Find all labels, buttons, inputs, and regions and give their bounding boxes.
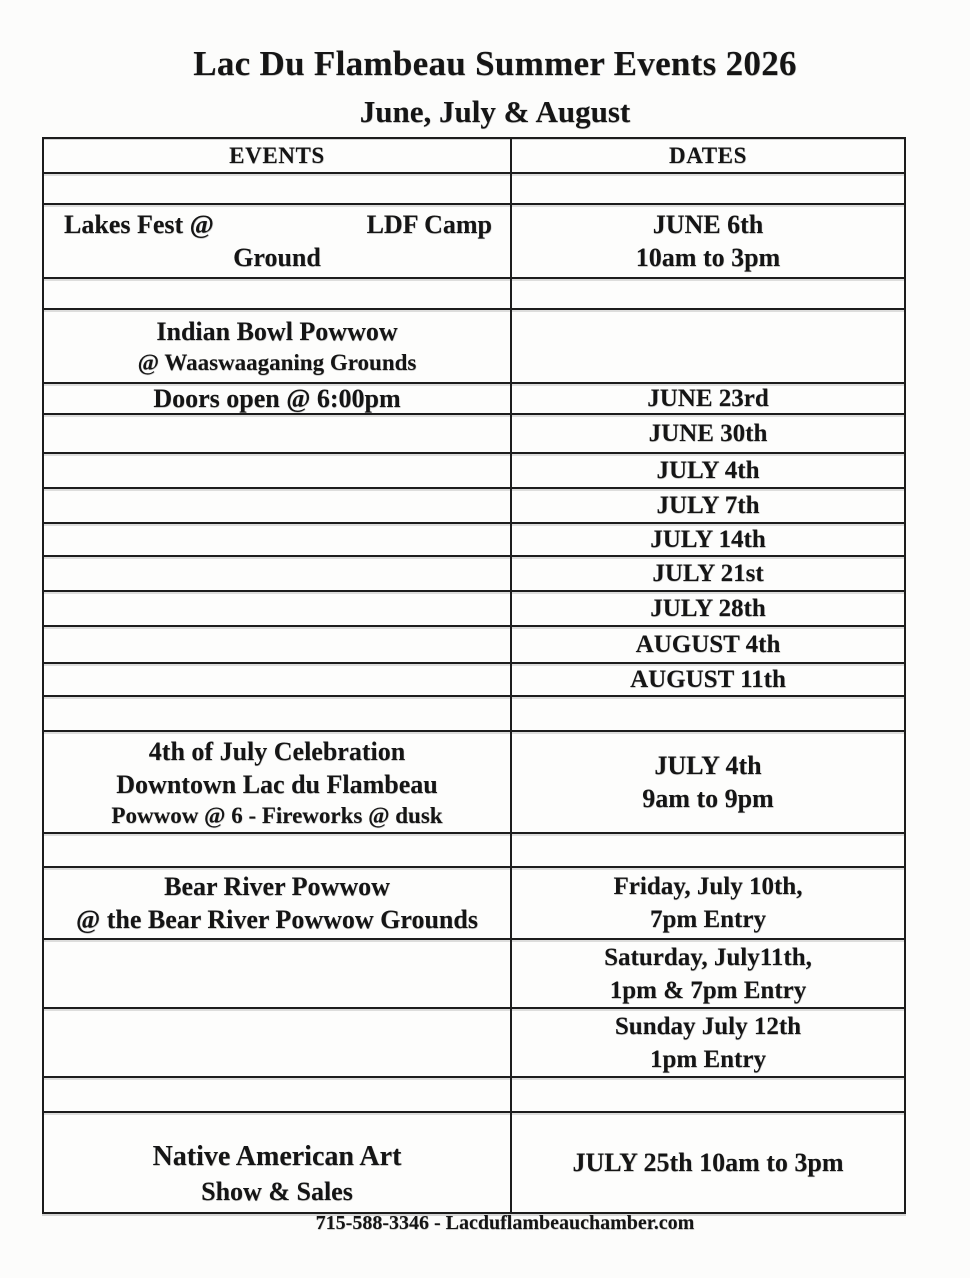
event-cell (44, 697, 512, 730)
page-title: Lac Du Flambeau Summer Events 2026 (193, 44, 797, 83)
event-line: @ Waaswaaganing Grounds (137, 350, 417, 375)
table-row (44, 524, 904, 557)
dates-column-header: DATES (669, 142, 747, 168)
event-cell (44, 627, 512, 662)
event-cell (44, 557, 512, 590)
date-line: 7pm Entry (650, 906, 766, 933)
date-line: 1pm & 7pm Entry (609, 976, 807, 1004)
table-row (44, 205, 904, 279)
date-line: JUNE 30th (648, 420, 768, 447)
date-cell (512, 454, 904, 487)
date-cell (512, 697, 904, 730)
date-cell (512, 592, 904, 625)
event-cell (44, 454, 512, 487)
event-cell (44, 868, 512, 938)
event-line (44, 208, 510, 241)
table-row (44, 592, 904, 627)
event-cell (44, 940, 512, 1007)
date-line: JULY 4th (656, 457, 760, 484)
date-cell (512, 384, 904, 413)
date-line: AUGUST 4th (635, 631, 781, 658)
table-row (44, 557, 904, 592)
event-cell (44, 834, 512, 866)
date-line: 9am to 9pm (642, 784, 774, 813)
event-line: Downtown Lac du Flambeau (116, 769, 438, 799)
date-cell (512, 834, 904, 866)
event-text-left: Lakes Fest @ (64, 210, 214, 239)
event-line: Indian Bowl Powwow (156, 317, 398, 346)
date-line: JULY 4th (654, 751, 762, 780)
event-line: 4th of July Celebration (148, 736, 406, 766)
table-header-row (44, 139, 904, 174)
event-cell (44, 279, 512, 308)
date-cell (512, 1113, 904, 1212)
date-line: JUNE 6th (652, 210, 764, 239)
table-row (44, 732, 904, 834)
table-row (44, 1078, 904, 1113)
table-row (44, 697, 904, 732)
table-row (44, 940, 904, 1009)
table-row (44, 1009, 904, 1078)
date-cell (512, 279, 904, 308)
event-cell (44, 415, 512, 452)
event-line: Show & Sales (201, 1177, 353, 1206)
event-cell (44, 205, 512, 277)
event-line: Doors open @ 6:00pm (153, 383, 401, 413)
date-cell (512, 868, 904, 938)
date-line: AUGUST 11th (630, 666, 786, 693)
event-cell (44, 1009, 512, 1076)
date-cell (512, 1078, 904, 1111)
date-cell (512, 174, 904, 203)
event-cell (44, 489, 512, 522)
table-row (44, 415, 904, 454)
event-cell (44, 1078, 512, 1111)
event-cell (44, 592, 512, 625)
date-line: JULY 21st (652, 560, 764, 587)
table-row (44, 868, 904, 940)
date-cell (512, 557, 904, 590)
date-cell (512, 524, 904, 555)
table-row (44, 454, 904, 489)
event-cell (44, 664, 512, 695)
date-cell (512, 489, 904, 522)
event-cell (44, 310, 512, 382)
date-line: Saturday, July11th, (604, 943, 812, 971)
table-row (44, 174, 904, 205)
date-cell (512, 732, 904, 832)
date-cell (512, 1009, 904, 1076)
table-row (44, 489, 904, 524)
table-row (44, 310, 904, 384)
events-column-header: EVENTS (44, 139, 512, 172)
date-line: Sunday July 12th (614, 1012, 802, 1040)
table-row (44, 1113, 904, 1212)
date-line: 10am to 3pm (635, 243, 781, 272)
date-cell (512, 310, 904, 382)
table-row (44, 279, 904, 310)
table-row (44, 834, 904, 868)
table-row (44, 384, 904, 415)
date-line: JULY 25th 10am to 3pm (572, 1148, 844, 1177)
event-cell (44, 732, 512, 832)
event-text-right: LDF Camp (366, 210, 492, 239)
date-line: JUNE 23rd (647, 384, 769, 412)
table-row (44, 664, 904, 697)
event-line: Ground (233, 243, 321, 272)
page-subtitle: June, July & August (359, 94, 631, 129)
events-table (42, 137, 906, 1214)
event-cell (44, 524, 512, 555)
table-row (44, 627, 904, 664)
event-line: Native American Art (152, 1141, 402, 1172)
date-cell (512, 627, 904, 662)
date-line: JULY 14th (650, 526, 766, 553)
date-cell (512, 415, 904, 452)
date-line: 1pm Entry (650, 1045, 766, 1073)
date-cell (512, 664, 904, 695)
date-cell (512, 940, 904, 1007)
event-cell (44, 384, 512, 413)
event-line: Bear River Powwow (164, 872, 390, 901)
date-line: JULY 28th (650, 595, 766, 622)
event-cell (44, 174, 512, 203)
event-line: Powwow @ 6 - Fireworks @ dusk (111, 802, 443, 828)
date-cell (512, 205, 904, 277)
footer-contact: 715-588-3346 - Lacduflambeauchamber.com (315, 1212, 695, 1234)
date-line: JULY 7th (656, 492, 760, 519)
date-line: Friday, July 10th, (613, 873, 803, 900)
event-cell (44, 1113, 512, 1212)
event-line: @ the Bear River Powwow Grounds (76, 905, 478, 934)
